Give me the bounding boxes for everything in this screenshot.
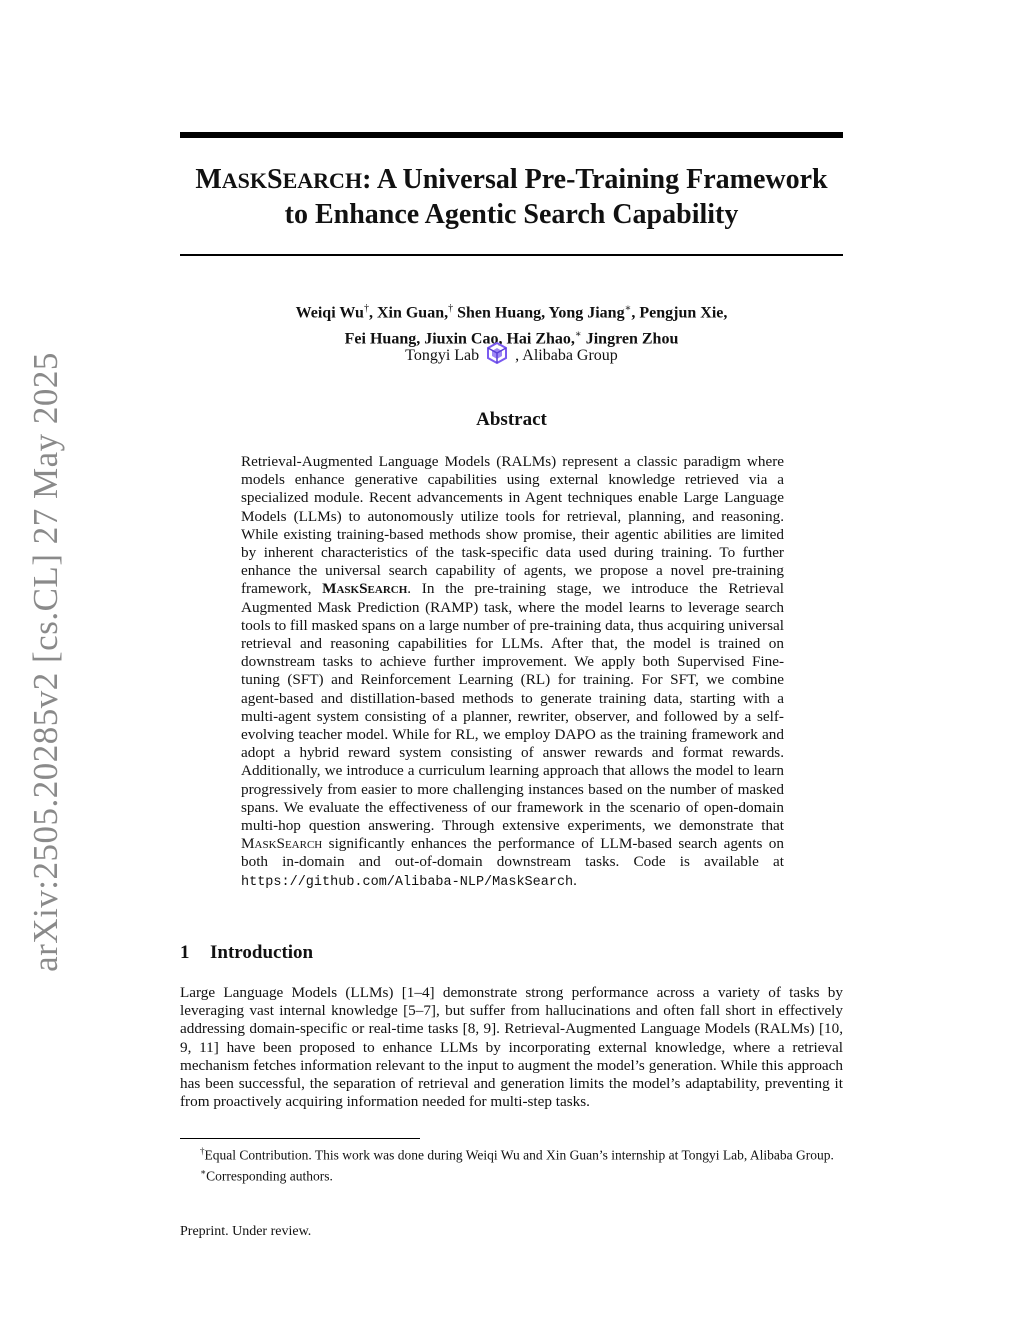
title-line-1 [180,163,843,198]
title-bottom-rule [180,254,843,256]
equal-contribution-mark: † [363,303,369,314]
title-line-1-rest: : A Universal Pre-Training Framework [362,164,828,195]
abstract-text: . In the pre-training stage, we introduce the Retrieval Augmented Mask Prediction (RAMP) task, where the model learns to leverage search tools to fill masked spans on a large number of pre-training data, thus acquiring universal retrieval and reasoning capabilities for LLMs. After that, the model is trained on downstream tasks to achieve further improvement. We apply both Supervised Fine-tuning (SFT) and Reinforcement Learning (RL) for training. For SFT, we combine agent-based and distillation-based methods to generate training data, starting with a multi-agent system consisting of a planner, rewriter, observer, and followed by a self-evolving teacher model. While for RL, we employ DAPO as the training framework and adopt a hybrid reward system consisting of answer rewards and format rewards. Additionally, we introduce a curriculum learning approach that allows the model to learn progressively from easier to more challenging instances based on the number of masked spans. We evaluate the effectiveness of our framework in the scenario of open-domain multi-hop question answering. Through extensive experiments, we demonstrate that [241,580,784,835]
footnote-text: Corresponding authors. [206,1168,333,1183]
footnote-rule [180,1138,420,1139]
affiliation-group: , Alibaba Group [515,347,618,364]
abstract-text: . [573,871,577,889]
affiliation [180,342,843,371]
preprint-footer: Preprint. Under review. [180,1224,312,1239]
section-title: Introduction [210,942,314,963]
author-line-1 [180,298,843,324]
corresponding-mark: ∗ [624,303,632,314]
abstract-heading: Abstract [476,409,547,430]
title-name-part: S [267,164,283,195]
corresponding-mark: ∗ [574,329,582,341]
footnote-corresponding [180,1164,843,1185]
author-name: Weiqi Wu [295,304,364,322]
section-heading [180,942,843,964]
author-name: , Xin Guan, [368,304,449,322]
footnote-text: Equal Contribution. This work was done during Weiqi Wu and Xin Guan’s internship at Tongyi Lab, Alibaba Group. [204,1147,834,1163]
footnotes [180,1143,843,1184]
abstract-text: significantly enhances the performance of LLM-based search agents on both in-domain and out-of-domain downstream tasks. Code is available at [241,835,784,871]
title-name-part: M [195,164,222,195]
tongyi-logo-icon [486,342,508,371]
method-name: MaskSearch [241,835,323,853]
equal-contribution-mark: † [448,303,454,314]
code-url-link[interactable]: https://github.com/Alibaba-NLP/MaskSearch [241,874,574,890]
author-name: Fei Huang, Jiuxin Cao, Hai Zhao, [344,330,575,348]
paper-title [180,163,843,232]
affiliation-lab: Tongyi Lab [405,347,480,364]
title-line-2: to Enhance Agentic Search Capability [284,199,739,230]
footnote-mark: ∗ [200,1166,207,1177]
abstract-text: Retrieval-Augmented Language Models (RALMs) represent a classic paradigm where models enhance generative capabilities using external knowledge retrieved via a specialized module. Recent advancements in Agent techniques enable Large Language Models (LLMs) to autonomously utilize tools for retrieval, planning, and reasoning. While existing training-based methods show promise, their agentic abilities are limited by inherent characteristics of the task-specific data used during training. To further enhance the universal search capability of agents, we propose a novel pre-training framework, [241,453,784,598]
author-name: , Pengjun Xie, [631,304,728,322]
section-number: 1 [180,942,190,963]
title-name-part: EARCH [282,168,363,193]
method-name-bold: MaskSearch [322,580,408,598]
intro-paragraph: Large Language Models (LLMs) [1–4] demonstrate strong performance across a variety of tasks by leveraging vast internal knowledge [5–7], but suffer from hallucinations and often fall short in effectively addressing domain-specific or real-time tasks [8, 9]. Retrieval-Augmented Language Models (RALMs) [10, 9, 11] have been proposed to enhance LLMs by incorporating external knowledge, where a retrieval mechanism fetches information relevant to the input to augment the model’s generation. While this approach has been successful, the separation of retrieval and generation limits the model’s adaptability, preventing it from proactively acquiring information needed for multi-step tasks. [180,984,843,1111]
arxiv-id-label: arXiv:2505.20285v2 [cs.CL] 27 May 2025 [26,352,65,972]
footnote-mark: † [200,1146,205,1156]
footnote-equal-contribution [180,1143,843,1164]
author-name: Jingren Zhou [581,330,679,348]
abstract-body [241,453,784,892]
author-name: Shen Huang, Yong Jiang [453,304,625,322]
title-top-rule [180,132,843,138]
title-name-part: ASK [221,168,268,193]
